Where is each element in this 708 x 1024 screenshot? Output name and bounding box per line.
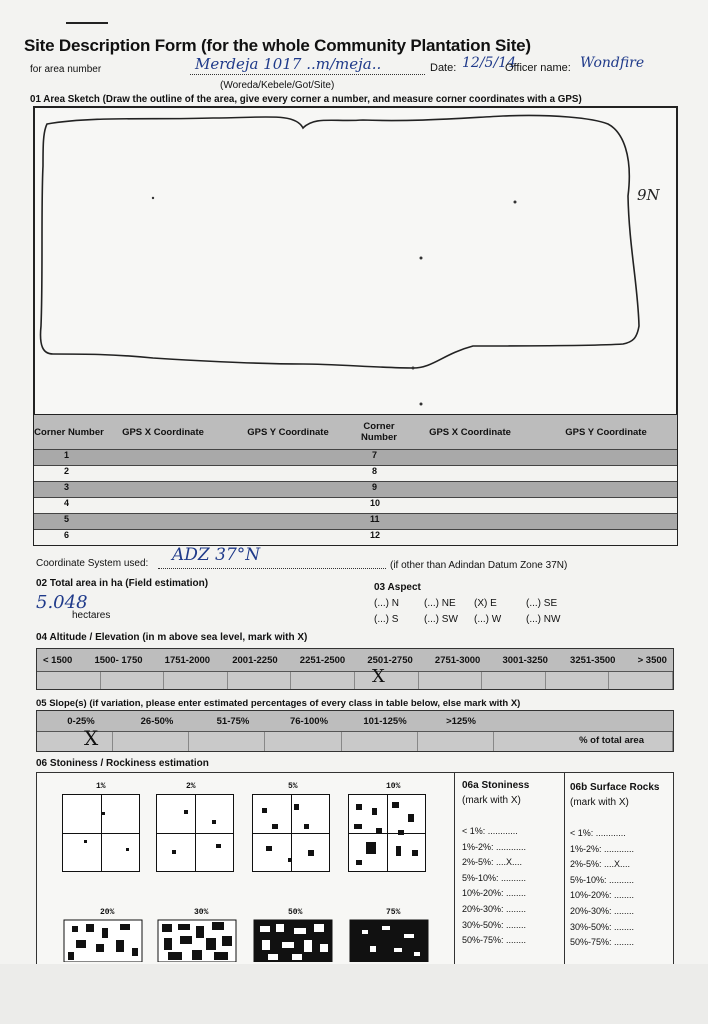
slope-mark: X (84, 726, 99, 750)
stoniness-b-option[interactable]: 30%-50%: ........ (570, 921, 635, 932)
officer-label: Officer name: (505, 62, 571, 74)
slope-class: >125% (446, 715, 476, 727)
area-number-dots (190, 74, 425, 75)
corner-number: 9 (372, 482, 378, 492)
altitude-class: > 3500 (637, 654, 667, 666)
area-heading: 02 Total area in ha (Field estimation) (36, 578, 209, 589)
altitude-class: 2001-2250 (232, 654, 278, 666)
sketch-heading: 01 Area Sketch (Draw the outline of the area, give every corner a number, and measure corner coordinates with a GPS) (30, 94, 582, 105)
sketch-outline (33, 106, 678, 416)
altitude-class: 2251-2500 (299, 654, 346, 666)
stoniness-b-option[interactable]: < 1%: ............ (570, 828, 626, 838)
slope-class: 51-75% (216, 715, 250, 727)
corner-number: 5 (64, 514, 70, 524)
stoniness-b-option[interactable]: 1%-2%: ............ (570, 843, 635, 854)
stoniness-label: 30% (194, 908, 209, 917)
form-title: Site Description Form (for the whole Community Plantation Site) (24, 36, 531, 55)
slope-class: 0-25% (67, 715, 95, 727)
corner-number: 1 (64, 450, 70, 460)
aspect-option-w[interactable]: (...) W (474, 614, 502, 625)
coord-dots (158, 568, 386, 569)
aspect-option-se[interactable]: (...) SE (526, 598, 558, 609)
stoniness-b-sub: (mark with X) (570, 797, 629, 808)
gps-coordinate-table (33, 414, 678, 546)
coord-hint: (if other than Adindan Datum Zone 37N) (390, 560, 568, 571)
gps-row[interactable] (34, 465, 677, 481)
corner-number: 2 (64, 466, 70, 476)
area-value[interactable]: 5.048 (36, 592, 88, 613)
stoniness-a-option[interactable]: 1%-2%: ............ (462, 841, 527, 852)
gps-row[interactable] (34, 449, 677, 465)
stoniness-label: 1% (96, 782, 106, 791)
stoniness-label: 5% (288, 782, 298, 791)
gps-table-header (34, 415, 677, 449)
stoniness-label: 20% (100, 908, 115, 917)
stoniness-b-options[interactable] (570, 826, 634, 951)
area-number-label: for area number (30, 64, 102, 75)
stoniness-a-sub: (mark with X) (462, 795, 521, 806)
stoniness-heading: 06 Stoniness / Rockiness estimation (36, 758, 209, 769)
stoniness-a-option[interactable]: < 1%: ............ (462, 826, 518, 836)
stoniness-label: 50% (288, 908, 303, 917)
area-unit: hectares (72, 610, 111, 621)
stoniness-label: 75% (386, 908, 401, 917)
altitude-classes (37, 649, 673, 671)
header-corner-number-right: Corner Number (361, 421, 397, 443)
corner-number: 3 (64, 482, 70, 492)
aspect-heading: 03 Aspect (374, 582, 421, 593)
sketch-note: 9N (637, 186, 660, 204)
stoniness-b-heading: 06b Surface Rocks (570, 782, 660, 793)
altitude-mark: X (372, 666, 385, 687)
stoniness-b-option[interactable]: 2%-5%: ....X.... (570, 859, 631, 870)
slope-classes (37, 711, 673, 731)
aspect-option-e[interactable]: (X) E (474, 598, 497, 609)
stoniness-a-option[interactable]: 5%-10%: .......... (462, 872, 527, 883)
slope-class: 101-125% (363, 715, 407, 727)
altitude-heading: 04 Altitude / Elevation (in m above sea level, mark with X) (36, 632, 308, 643)
corner-number: 10 (370, 498, 381, 508)
area-number-value[interactable]: Merdeja 1017 ..m/meja.. (195, 55, 382, 73)
stoniness-b-option[interactable]: 50%-75%: ........ (570, 937, 635, 948)
aspect-option-ne[interactable]: (...) NE (424, 598, 456, 609)
stoniness-b-option[interactable]: 20%-30%: ........ (570, 905, 635, 916)
aspect-option-s[interactable]: (...) S (374, 614, 399, 625)
area-sketch-box[interactable] (33, 106, 678, 416)
slope-class: 76-100% (289, 715, 329, 727)
altitude-class: 3001-3250 (502, 654, 548, 666)
stoniness-dots-row2 (36, 918, 454, 962)
corner-number: 11 (370, 514, 380, 524)
coord-label: Coordinate System used: (36, 558, 149, 569)
gps-row[interactable] (34, 497, 677, 513)
aspect-option-n[interactable]: (...) N (374, 598, 399, 609)
stoniness-a-heading: 06a Stoniness (462, 780, 530, 791)
stoniness-b-option[interactable]: 10%-20%: ........ (570, 890, 635, 901)
altitude-class: 2751-3000 (434, 654, 481, 666)
slope-class: 26-50% (140, 715, 174, 727)
admin-label: (Woreda/Kebele/Got/Site) (220, 80, 335, 91)
altitude-class: 3251-3500 (570, 654, 616, 666)
gps-row[interactable] (34, 529, 677, 545)
altitude-class: 1500- 1750 (94, 654, 143, 666)
altitude-class: < 1500 (43, 654, 73, 666)
slope-mark-cells[interactable] (37, 731, 673, 751)
gps-row[interactable] (34, 481, 677, 497)
altitude-class: 2501-2750 (367, 654, 413, 666)
stoniness-label: 2% (186, 782, 196, 791)
header-gps-y-left: GPS Y Coordinate (247, 426, 329, 438)
corner-number: 6 (64, 530, 70, 540)
stoniness-label: 10% (386, 782, 401, 791)
header-gps-y-right: GPS Y Coordinate (565, 426, 647, 438)
corner-number: 4 (64, 498, 70, 508)
top-stroke (66, 22, 108, 24)
slope-heading: 05 Slope(s) (if variation, please enter estimated percentages of every class in table below, else mark with X) (36, 698, 521, 709)
header-gps-x-left: GPS X Coordinate (122, 426, 204, 438)
stoniness-a-option[interactable]: 10%-20%: ........ (462, 888, 527, 899)
stoniness-a-option[interactable]: 30%-50%: ........ (462, 919, 527, 930)
date-label: Date: (430, 62, 457, 74)
stoniness-a-options[interactable] (462, 824, 526, 949)
altitude-class: 1751-2000 (164, 654, 211, 666)
corner-number: 8 (372, 466, 378, 476)
header-gps-x-right: GPS X Coordinate (429, 426, 511, 438)
slope-table (36, 710, 674, 752)
stoniness-divider (564, 772, 565, 964)
stoniness-b-option[interactable]: 5%-10%: .......... (570, 874, 635, 885)
officer-value[interactable]: Wondfire (580, 55, 645, 71)
aspect-option-sw[interactable]: (...) SW (424, 614, 458, 625)
stoniness-a-option[interactable]: 50%-75%: ........ (462, 935, 527, 946)
altitude-table (36, 648, 674, 690)
aspect-option-nw[interactable]: (...) NW (526, 614, 561, 625)
header-corner-number-left: Corner Number (34, 426, 104, 438)
stoniness-a-option[interactable]: 20%-30%: ........ (462, 903, 527, 914)
stoniness-a-option[interactable]: 2%-5%: ....X.... (462, 857, 523, 868)
altitude-mark-cells[interactable] (37, 671, 673, 689)
stoniness-dots-row1 (36, 794, 454, 884)
scan-bottom-edge (0, 964, 708, 1024)
date-value[interactable]: 12/5/14 (462, 55, 516, 71)
gps-row[interactable] (34, 513, 677, 529)
coord-value[interactable]: ADZ 37°N (172, 545, 261, 565)
corner-number: 7 (372, 450, 378, 460)
slope-total-label: % of total area (494, 732, 673, 751)
corner-number: 12 (370, 530, 381, 540)
